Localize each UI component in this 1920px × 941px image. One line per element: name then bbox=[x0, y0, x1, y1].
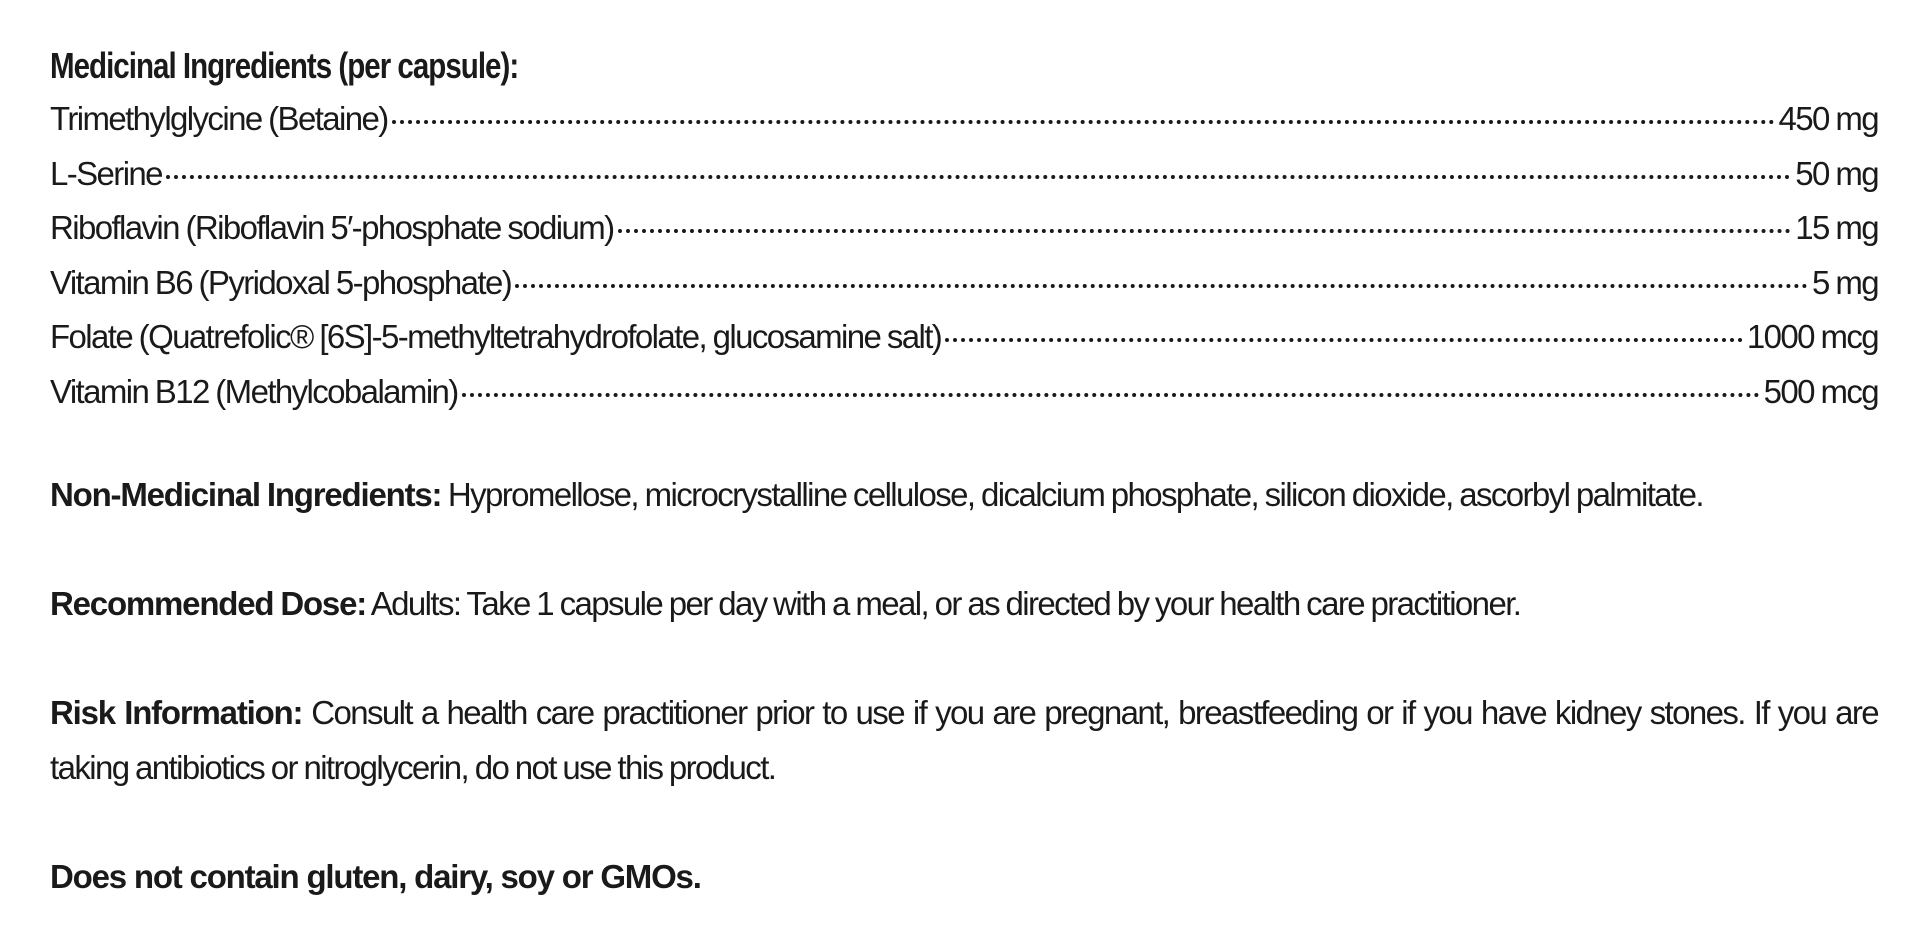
recommended-dose bbox=[50, 576, 1878, 631]
risk-information-text: Consult a health care practitioner prior to use if you are pregnant, breastfeeding or if you have kidney stones. If you are taking antibiotics or nitroglycerin, do not use this product. bbox=[50, 694, 1878, 786]
recommended-dose-text: Adults: Take 1 capsule per day with a meal, or as directed by your health care practitioner. bbox=[366, 585, 1521, 622]
ingredient-name: Vitamin B6 (Pyridoxal 5-phosphate) bbox=[50, 263, 512, 301]
dot-leader bbox=[618, 229, 1792, 233]
ingredient-name: Trimethylglycine (Betaine) bbox=[50, 100, 388, 137]
ingredient-name: Vitamin B12 (Methylcobalamin) bbox=[50, 372, 458, 410]
dot-leader bbox=[515, 284, 1808, 288]
ingredient-row bbox=[50, 256, 1878, 311]
dot-leader bbox=[166, 175, 1791, 179]
recommended-dose-label: Recommended Dose: bbox=[50, 585, 367, 622]
ingredient-amount: 450 mg bbox=[1778, 100, 1878, 137]
ingredient-row bbox=[50, 365, 1878, 420]
ingredient-amount: 50 mg bbox=[1795, 154, 1878, 192]
non-medicinal-ingredients bbox=[50, 467, 1878, 522]
dot-leader bbox=[945, 338, 1743, 342]
label-content bbox=[50, 40, 1878, 904]
risk-information bbox=[50, 685, 1878, 795]
non-medicinal-label: Non-Medicinal Ingredients: bbox=[50, 476, 442, 513]
free-from-statement: Does not contain gluten, dairy, soy or GMOs. bbox=[50, 858, 701, 895]
ingredient-name: L-Serine bbox=[50, 154, 162, 192]
dot-leader bbox=[462, 393, 1760, 397]
medicinal-ingredients-heading: Medicinal Ingredients (per capsule): bbox=[50, 45, 519, 86]
non-medicinal-text: Hypromellose, microcrystalline cellulose, dicalcium phosphate, silicon dioxide, ascorbyl palmitate. bbox=[441, 476, 1703, 513]
dot-leader bbox=[392, 120, 1775, 124]
ingredient-name: Riboflavin (Riboflavin 5′-phosphate sodium) bbox=[50, 209, 614, 246]
ingredient-row bbox=[50, 310, 1878, 365]
ingredient-amount: 500 mcg bbox=[1763, 372, 1878, 410]
ingredient-row bbox=[50, 201, 1878, 256]
ingredient-amount: 15 mg bbox=[1795, 209, 1878, 246]
medicinal-ingredients-list bbox=[50, 92, 1878, 419]
ingredient-amount: 5 mg bbox=[1812, 263, 1878, 301]
ingredient-name: Folate (Quatrefolic® [6S]-5-methyltetrahydrofolate, glucosamine salt) bbox=[50, 318, 942, 355]
risk-information-label: Risk Information: bbox=[50, 694, 303, 731]
ingredient-amount: 1000 mcg bbox=[1746, 318, 1878, 355]
ingredient-row bbox=[50, 147, 1878, 202]
ingredient-row bbox=[50, 92, 1878, 147]
